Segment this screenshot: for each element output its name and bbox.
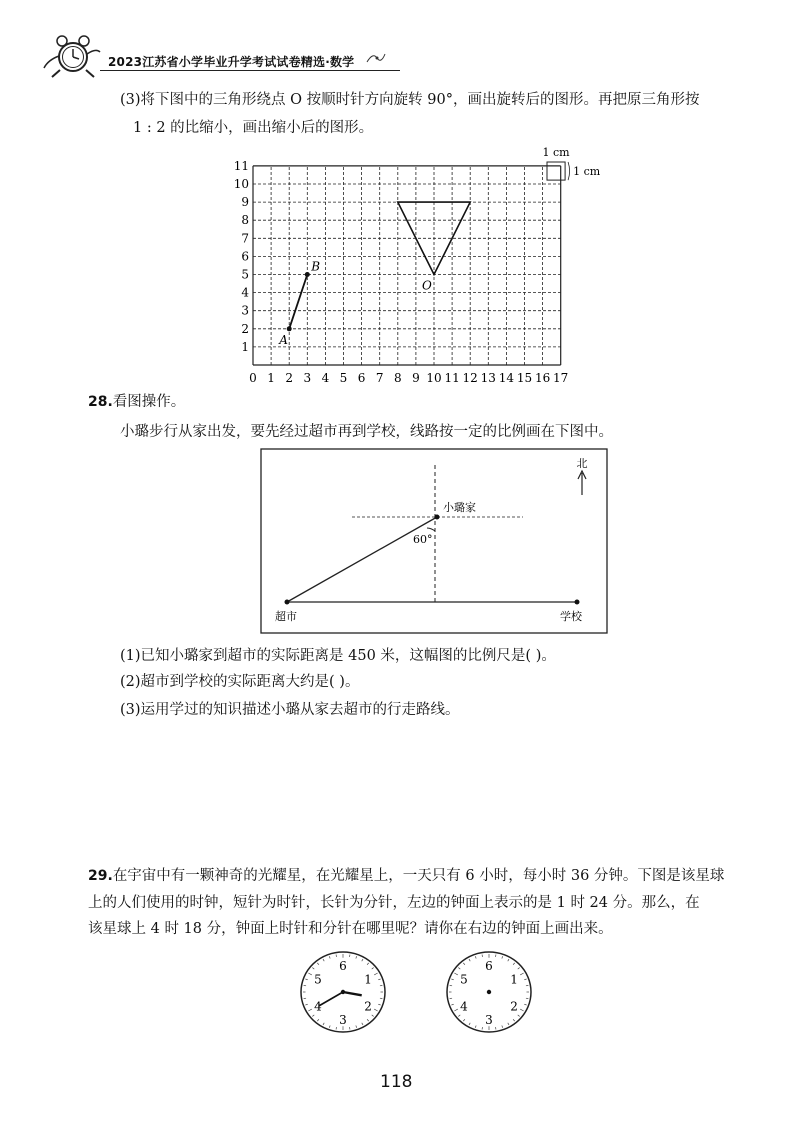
clock-number: 3: [485, 1013, 493, 1027]
legend-brace: [568, 162, 570, 180]
clock-tick: [378, 979, 380, 980]
clock-number: 4: [460, 999, 468, 1014]
clock-tick: [356, 956, 357, 958]
clock-tick: [329, 956, 330, 958]
clock-number: 2: [364, 999, 372, 1014]
clock-tick: [367, 963, 369, 965]
q28-sub2: (2)超市到学校的实际距离大约是( )。: [120, 674, 360, 690]
north-label: 北: [576, 457, 588, 470]
y-tick-label: 8: [241, 213, 249, 228]
x-tick-label: 14: [498, 371, 515, 385]
clock-tick: [323, 1023, 324, 1025]
clock-tick: [518, 968, 520, 970]
x-tick-label: 0: [249, 371, 257, 385]
clock-tick: [502, 956, 503, 958]
q28-title: 看图操作。: [112, 394, 186, 410]
clock-tick: [372, 1015, 374, 1017]
legend-top-label: 1 cm: [542, 146, 570, 159]
clock-number: 5: [460, 972, 468, 987]
x-tick-label: 9: [412, 371, 420, 385]
clock-tick: [362, 959, 363, 961]
clock-right: [442, 950, 536, 1038]
clock-tick: [451, 979, 453, 980]
clock-center: [487, 990, 491, 994]
clock-tick: [356, 1025, 357, 1027]
clock-tick: [312, 968, 314, 970]
clock-tick: [317, 1019, 319, 1021]
x-tick-label: 12: [462, 371, 478, 385]
clock-tick: [451, 1004, 453, 1005]
clock-tick: [329, 1025, 330, 1027]
point-o-label: O: [422, 278, 432, 293]
y-tick-label: 1: [241, 339, 249, 354]
clock-tick: [454, 973, 457, 975]
y-tick-label: 11: [233, 158, 249, 173]
y-tick-label: 5: [241, 267, 249, 282]
clock-number: 1: [510, 972, 518, 987]
x-tick-label: 4: [321, 371, 330, 385]
x-tick-label: 17: [553, 371, 569, 385]
clock-number: 5: [314, 972, 322, 987]
clock-tick: [508, 1023, 509, 1025]
clock-tick: [475, 1025, 476, 1027]
alarm-clock-logo-icon: [40, 30, 104, 80]
clock-tick: [454, 1009, 457, 1011]
clock-tick: [469, 1023, 470, 1025]
clock-tick: [520, 1009, 523, 1011]
route-map: [255, 445, 615, 637]
x-tick-label: 8: [393, 371, 402, 385]
clock-tick: [458, 968, 460, 970]
q27-3-line1: (3)将下图中的三角形绕点 O 按顺时针方向旋转 90°，画出旋转后的图形。再把原三角形按: [120, 92, 700, 108]
point-a: [287, 326, 292, 331]
page-number: 118: [380, 1072, 413, 1092]
clock-tick: [524, 979, 526, 980]
clock-tick: [469, 959, 470, 961]
clock-tick: [508, 959, 509, 961]
legend-square: [547, 162, 565, 180]
header-ornament-icon: [365, 50, 387, 66]
x-tick-label: 16: [534, 371, 551, 385]
x-tick-label: 1: [267, 371, 275, 385]
clock-number: 1: [364, 972, 372, 987]
clock-tick: [513, 1019, 515, 1021]
supermarket-label: 超市: [275, 610, 297, 623]
x-tick-label: 3: [303, 371, 312, 385]
clock-left: [296, 950, 390, 1038]
hour-hand: [343, 992, 362, 995]
q29-number: 29.: [88, 868, 113, 884]
clock-tick: [323, 959, 324, 961]
clock-tick: [378, 1004, 380, 1005]
legend-side-label: 1 cm: [573, 165, 601, 178]
school-label: 学校: [560, 610, 582, 623]
y-tick-label: 9: [241, 195, 249, 210]
school-point: [575, 600, 580, 605]
q29-line2: 上的人们使用的时钟，短针为时针，长针为分针，左边的钟面上表示的是 1 时 24 分。那么，在: [88, 895, 700, 911]
x-tick-label: 15: [516, 371, 533, 385]
clock-tick: [305, 1004, 307, 1005]
home-to-supermarket-route: [287, 517, 437, 602]
q29-line1-row: [88, 866, 724, 886]
header-title: 2023江苏省小学毕业升学考试试卷精选·数学: [108, 55, 355, 69]
point-a-label: A: [279, 332, 288, 347]
home-point: [435, 515, 440, 520]
point-b-label: B: [311, 259, 321, 274]
x-tick-label: 7: [375, 371, 384, 385]
q28-sub1: (1)已知小璐家到超市的实际距离是 450 米，这幅图的比例尺是( )。: [120, 648, 556, 664]
y-tick-label: 4: [241, 285, 249, 300]
clock-tick: [374, 1009, 377, 1011]
x-tick-label: 11: [444, 371, 460, 385]
clock-tick: [367, 1019, 369, 1021]
header-rule: [100, 70, 400, 71]
clock-number: 2: [510, 999, 518, 1014]
clock-tick: [458, 1015, 460, 1017]
clock-tick: [463, 963, 465, 965]
point-b: [305, 272, 310, 277]
clock-number: 6: [485, 959, 493, 973]
clock-tick: [305, 979, 307, 980]
clock-tick: [374, 973, 377, 975]
clock-tick: [312, 1015, 314, 1017]
q28-sub3: (3)运用学过的知识描述小璐从家去超市的行走路线。: [120, 702, 460, 718]
coordinate-grid: [225, 140, 625, 388]
clock-tick: [518, 1015, 520, 1017]
clock-tick: [520, 973, 523, 975]
q28-intro: 小璐步行从家出发，要先经过超市再到学校，线路按一定的比例画在下图中。: [120, 424, 613, 440]
x-tick-label: 5: [339, 371, 348, 385]
y-tick-label: 3: [241, 303, 249, 318]
q28-number: 28.: [88, 394, 113, 410]
y-tick-label: 6: [241, 249, 249, 264]
y-tick-label: 2: [241, 321, 249, 336]
clock-tick: [317, 963, 319, 965]
segment-ab: [289, 275, 307, 329]
q29-line1: 在宇宙中有一颗神奇的光耀星，在光耀星上，一天只有 6 小时，每小时 36 分钟。下图是该星球: [112, 868, 725, 884]
x-tick-label: 2: [285, 371, 294, 385]
clock-tick: [308, 1009, 311, 1011]
x-tick-label: 10: [426, 371, 442, 385]
home-label: 小璐家: [443, 501, 476, 514]
clock-tick: [502, 1025, 503, 1027]
angle-label: 60°: [413, 533, 433, 546]
clock-tick: [372, 968, 374, 970]
x-tick-label: 13: [480, 371, 496, 385]
clock-number: 4: [314, 999, 322, 1014]
clock-tick: [308, 973, 311, 975]
clock-tick: [362, 1023, 363, 1025]
clock-tick: [475, 956, 476, 958]
q29-line3: 该星球上 4 时 18 分，钟面上时针和分针在哪里呢？请你在右边的钟面上画出来。: [88, 921, 613, 937]
minute-hand: [319, 992, 343, 1006]
q27-3-line2: 1 : 2 的比缩小，画出缩小后的图形。: [133, 120, 374, 136]
y-tick-label: 10: [233, 177, 249, 191]
supermarket-point: [285, 600, 290, 605]
clock-number: 6: [339, 959, 347, 973]
q28-heading: [88, 392, 185, 412]
clock-number: 3: [339, 1013, 347, 1027]
x-tick-label: 6: [357, 371, 366, 385]
clock-tick: [513, 963, 515, 965]
clock-tick: [463, 1019, 465, 1021]
clock-tick: [524, 1004, 526, 1005]
y-tick-label: 7: [241, 231, 249, 246]
